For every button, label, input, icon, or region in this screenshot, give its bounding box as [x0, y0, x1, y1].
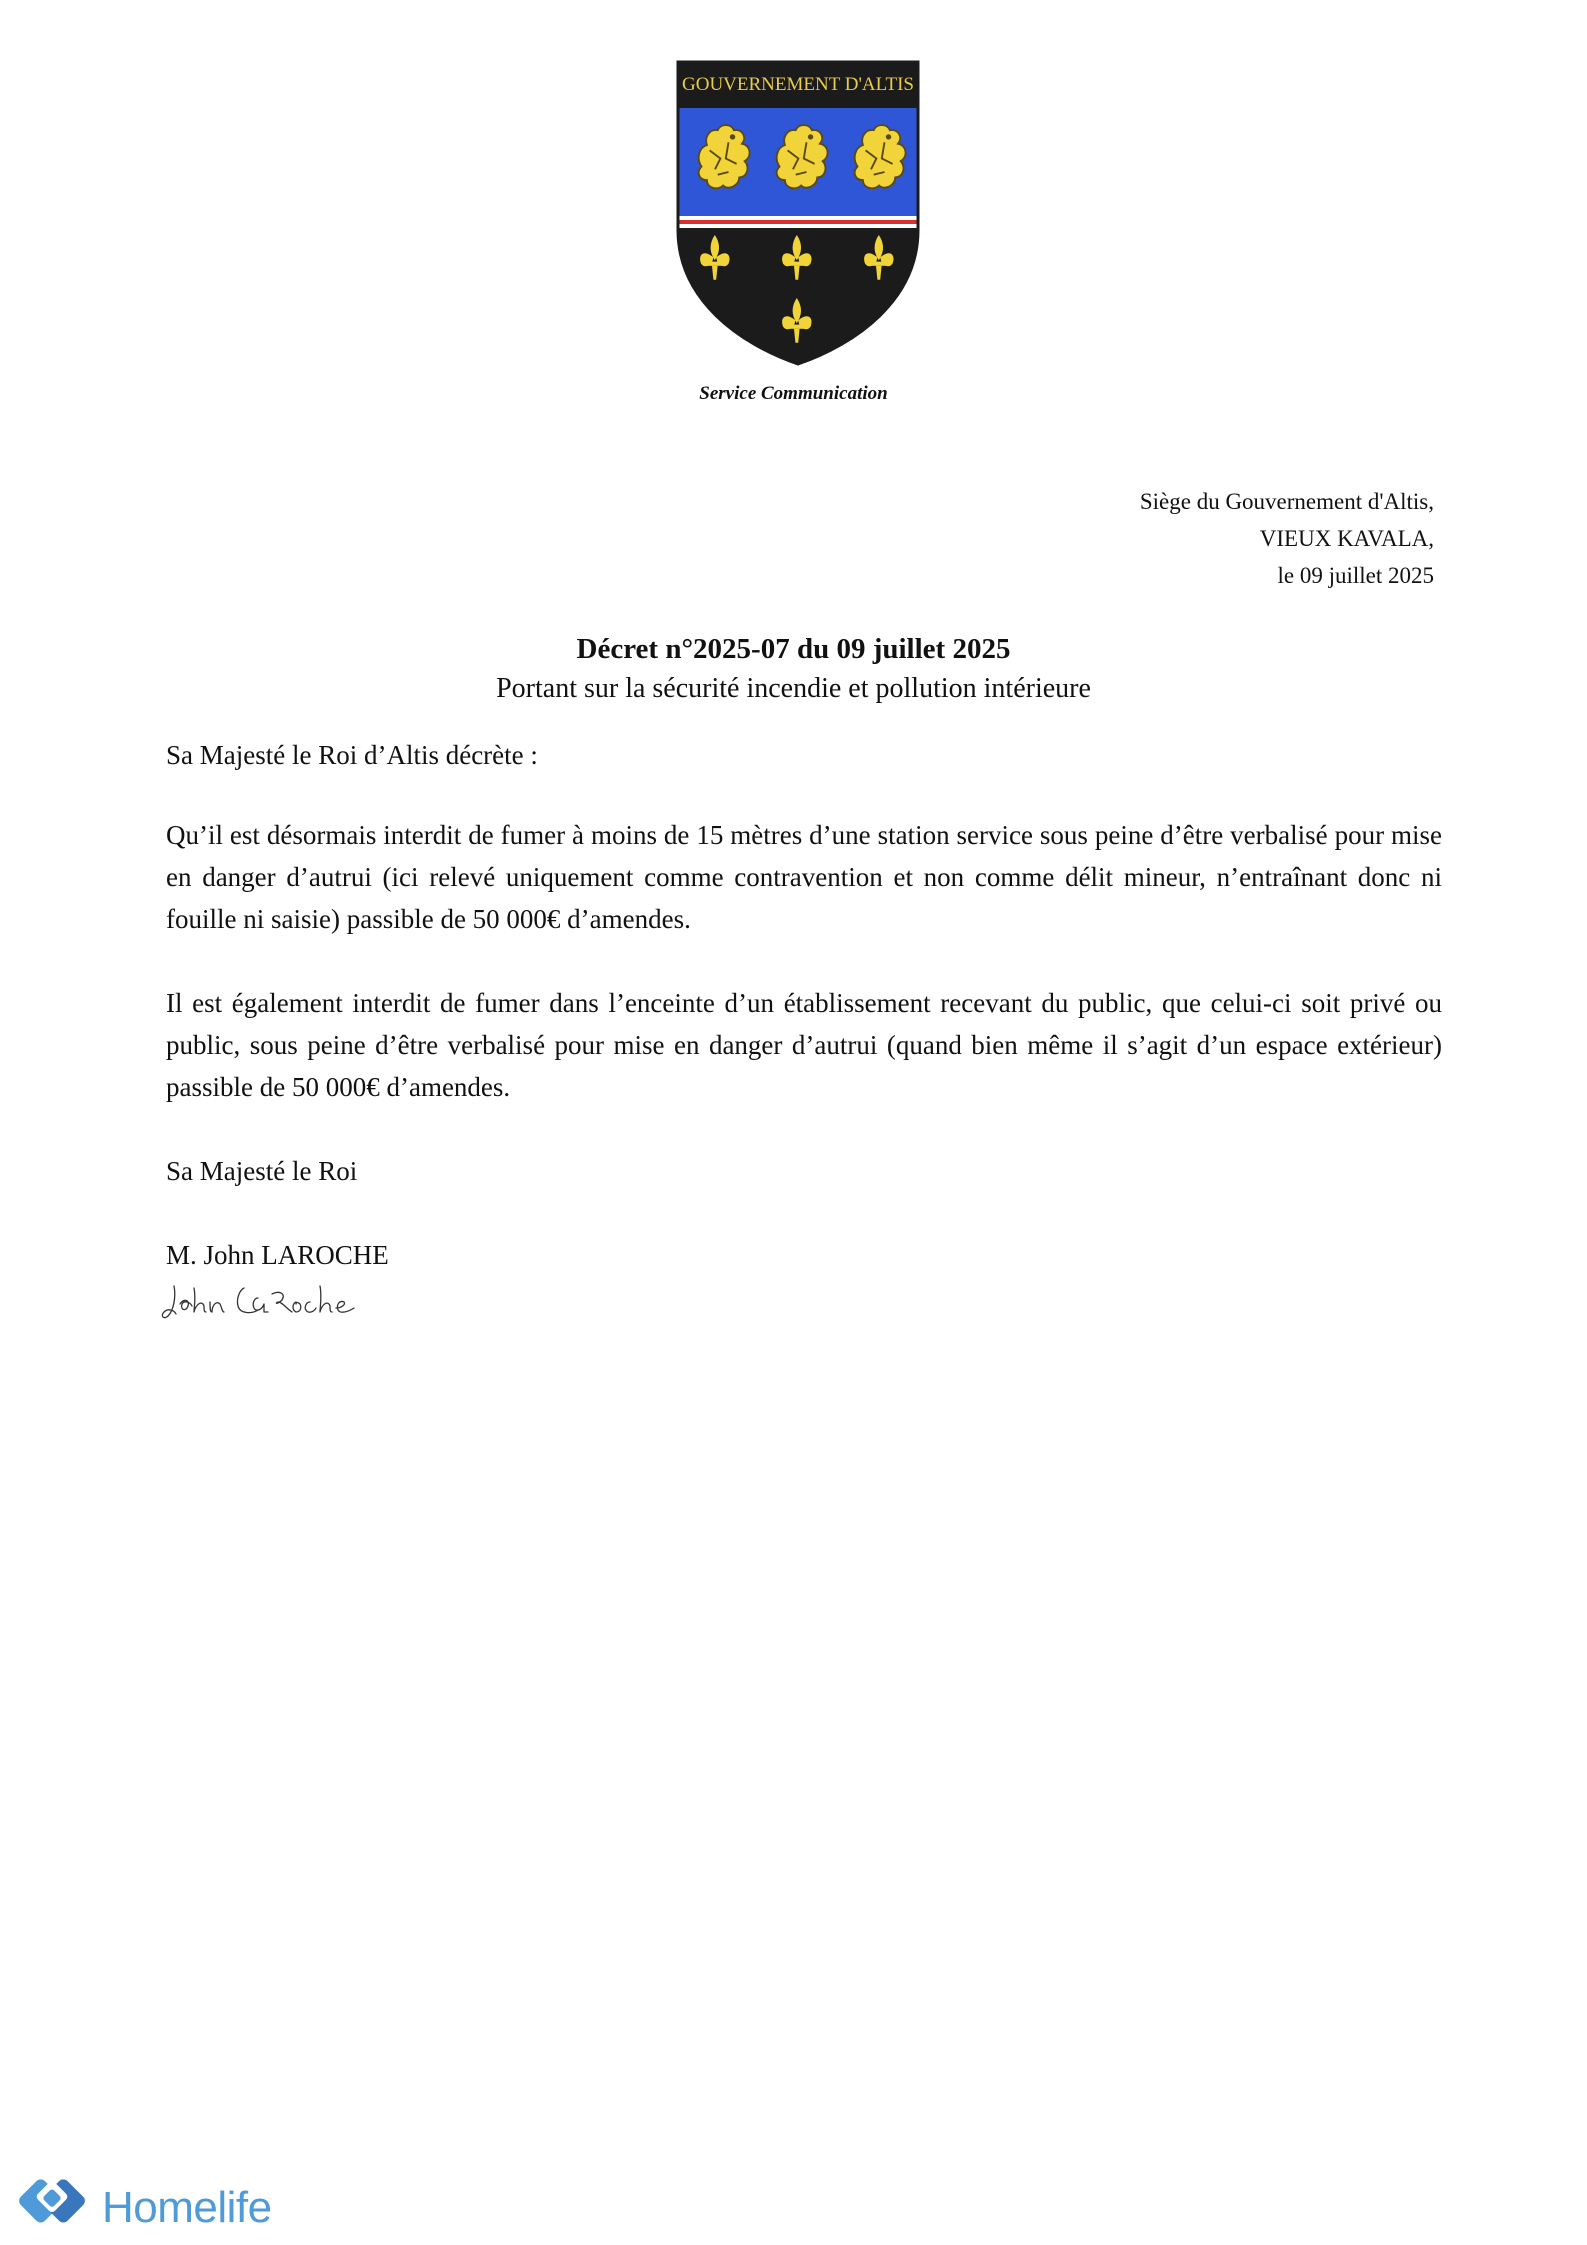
decree-paragraph: Qu’il est désormais interdit de fumer à moins de 15 mètres d’une station service sous peine d’être verbalisé pour mise en danger d’autrui (ici relevé uniquement comme contravention et non comme délit mineur, n’entraînant donc ni fouille ni saisie) passible de 50 000€ d’amendes. [166, 820, 1442, 934]
address-line: VIEUX KAVALA, [1259, 526, 1434, 551]
decree-title: Décret n°2025-07 du 09 juillet 2025 [576, 633, 1011, 665]
homelife-logo-icon [8, 2176, 98, 2240]
brand-name: Homelife [102, 2183, 272, 2232]
coat-of-arms [676, 60, 920, 366]
closing-line: Sa Majesté le Roi [166, 1156, 358, 1186]
decree-subtitle: Portant sur la sécurité incendie et pollution intérieure [496, 673, 1091, 704]
address-line: Siège du Gouvernement d'Altis, [1139, 489, 1434, 514]
crest-banner-text: GOUVERNEMENT D'ALTIS [682, 74, 914, 95]
decree-paragraph: Il est également interdit de fumer dans l’enceinte d’un établissement recevant du public, que celui-ci soit privé ou public, sous peine d’être verbalisé pour mise en danger d’autrui (quand bien même il s’agit d’un espace extérieur) passible de 50 000€ d’amendes. [166, 988, 1442, 1102]
decree-intro: Sa Majesté le Roi d’Altis décrète : [166, 740, 538, 770]
signer-name: M. John LAROCHE [166, 1240, 389, 1270]
service-label: Service Communication [699, 383, 888, 404]
address-block [1140, 483, 1434, 594]
footer-logo [8, 2176, 272, 2240]
address-date: le 09 juillet 2025 [1277, 563, 1434, 588]
handwritten-signature [160, 1280, 370, 1324]
